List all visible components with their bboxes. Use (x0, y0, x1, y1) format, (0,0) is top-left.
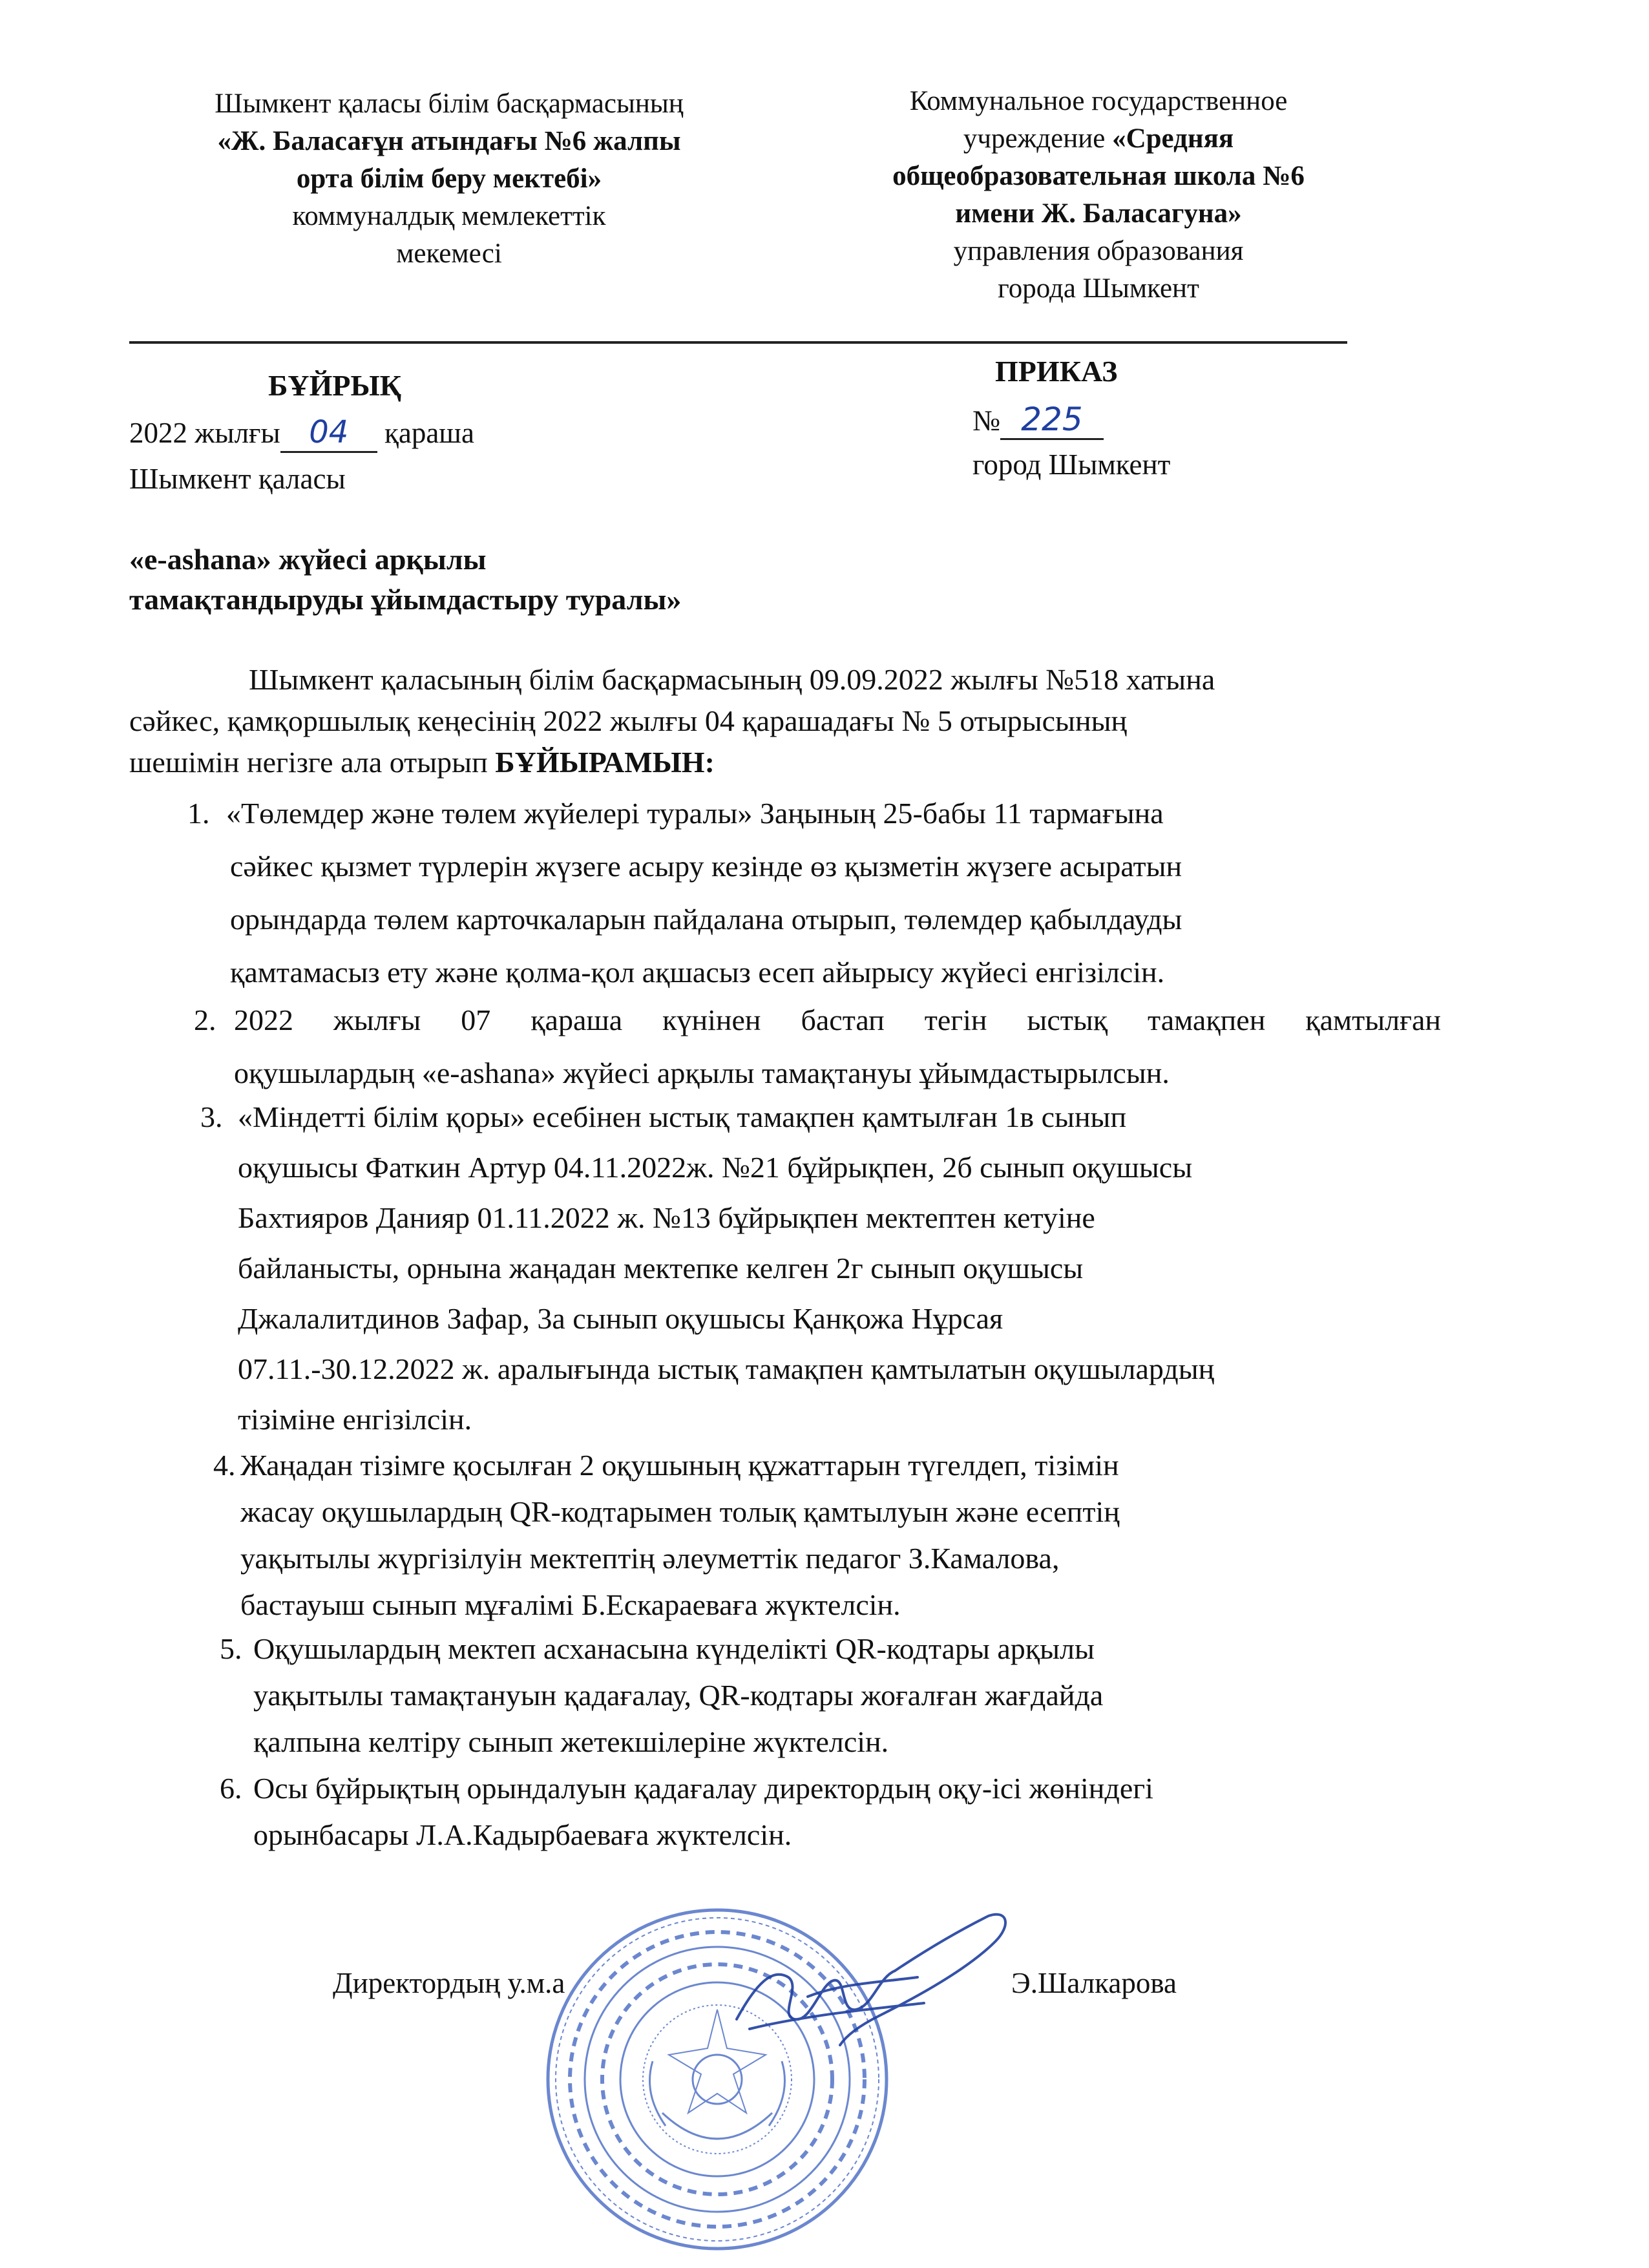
list-item-line: уақытылы жүргізілуін мектептің әлеуметтік педагог З.Камалова, (240, 1542, 1060, 1575)
list-item-number: 2. (194, 1003, 216, 1036)
header-right-line2 (814, 120, 1383, 158)
header-right-line3: общеобразовательная школа №6 (892, 161, 1305, 191)
header-right-org (814, 83, 1383, 308)
signature-scribble (711, 1906, 1021, 2055)
list-item-line: оқушысы Фаткин Артур 04.11.2022ж. №21 бұйрықпен, 2б сынып оқушысы (238, 1151, 1193, 1184)
list-item-line: Жаңадан тізімге қосылған 2 оқушының құжаттарын түгелдеп, тізімін (240, 1449, 1119, 1482)
signature-name: Э.Шалкарова (1011, 1967, 1177, 1999)
stamp-emblem-center (693, 2055, 742, 2104)
header-right-line1: Коммунальное государственное (909, 86, 1288, 116)
list-item-line: Осы бұйрықтың орындалуын қадағалау директордың оқу-ісі жөніндегі (253, 1772, 1153, 1805)
order-city-ru: город Шымкент (972, 448, 1171, 481)
header-left-line1: Шымкент қаласы білім басқармасының (215, 89, 684, 119)
list-item-line: 07.11.-30.12.2022 ж. аралығында ыстық тамақпен қамтылатын оқушылардың (238, 1352, 1215, 1385)
header-right-line4: имени Ж. Баласагуна» (955, 198, 1242, 229)
list-item-number: 3. (200, 1100, 223, 1133)
list-item-line: оқушылардың «e-ashana» жүйесі арқылы тамақтануы ұйымдастырылсын. (234, 1056, 1170, 1089)
header-right-line6: города Шымкент (998, 273, 1199, 304)
list-item-line: байланысты, орнына жаңадан мектепке келген 2г сынып оқушысы (238, 1252, 1084, 1285)
list-item-number: 6. (220, 1772, 242, 1805)
list-item-line: Оқушылардың мектеп асханасына күнделікті QR-кодтары арқылы (253, 1632, 1095, 1665)
list-item-number: 5. (220, 1632, 242, 1665)
list-item-4 (213, 1442, 1441, 1628)
preamble-command: БҰЙЫРАМЫН: (495, 746, 715, 779)
list-item-3 (200, 1092, 1467, 1445)
list-item-line: «Төлемдер және төлем жүйелері туралы» Заңының 25-бабы 11 тармағына (226, 797, 1164, 830)
header-right-line5: управления образования (953, 236, 1244, 266)
preamble-line3-plain: шешімін негізге ала отырып (129, 746, 496, 779)
list-item-line: 2022 жылғы 07 қараша күнінен бастап тегін ыстық тамақпен қамтылған (234, 1003, 1441, 1036)
preamble (129, 659, 1460, 783)
list-item-line: уақытылы тамақтануын қадағалау, QR-кодтары жоғалған жағдайда (253, 1679, 1104, 1712)
list-item-line: қамтамасыз ету және қолма-қол ақшасыз есеп айырысу жүйесі енгізілсін. (230, 956, 1165, 989)
order-subject-line1: «e-ashana» жүйесі арқылы (129, 543, 487, 576)
list-item-line: Бахтияров Данияр 01.11.2022 ж. №13 бұйрықпен мектептен кетуіне (238, 1201, 1095, 1234)
order-subject (129, 540, 681, 620)
header-left-line2: «Ж. Баласағұн атындағы №6 жалпы (217, 126, 681, 156)
list-item-line: қалпына келтіру сынып жетекшілеріне жүктелсін. (253, 1725, 889, 1758)
list-item-line: «Міндетті білім қоры» есебінен ыстық тамақпен қамтылған 1в сынып (238, 1100, 1127, 1133)
order-title-kz: БҰЙРЫҚ (268, 369, 402, 402)
order-subject-line2: тамақтандыруды ұйымдастыру туралы» (129, 583, 682, 616)
list-item-5 (220, 1626, 1447, 1765)
preamble-line2: сәйкес, қамқоршылық кеңесінің 2022 жылғы 04 қарашадағы № 5 отырысының (129, 704, 1128, 737)
list-item-line: тізіміне енгізілсін. (238, 1403, 472, 1436)
order-date-kz (129, 414, 474, 453)
order-date-prefix: 2022 жылғы (129, 417, 280, 449)
order-date-month: қараша (384, 417, 474, 449)
order-number-value: 225 (1000, 401, 1104, 440)
list-item-line: Джалалитдинов Зафар, 3а сынып оқушысы Қанқожа Нұрсая (238, 1302, 1003, 1335)
list-item-1 (187, 787, 1454, 999)
header-left-line5: мекемесі (396, 238, 502, 269)
preamble-line3 (129, 742, 1460, 783)
list-item-line: орындарда төлем карточкаларын пайдалана отырып, төлемдер қабылдауды (230, 903, 1182, 936)
list-item-line: жасау оқушылардың QR-кодтарымен толық қамтылуын және есептің (240, 1495, 1120, 1528)
order-city-kz: Шымкент қаласы (129, 463, 346, 495)
list-item-6 (220, 1765, 1447, 1858)
header-right-line2-bold: «Средняя (1112, 123, 1234, 154)
order-number (972, 401, 1104, 440)
list-item-number: 1. (187, 797, 210, 830)
header-right-line2-plain: учреждение (963, 123, 1113, 154)
order-number-prefix: № (972, 404, 1000, 437)
list-item-number: 4. (213, 1449, 236, 1482)
list-item-2 (194, 994, 1441, 1100)
header-left-org (149, 85, 750, 273)
preamble-line1: Шымкент қаласының білім басқармасының 09.09.2022 жылғы №518 хатына (249, 663, 1215, 696)
header-divider (129, 341, 1347, 344)
list-item-line: сәйкес қызмет түрлерін жүзеге асыру кезінде өз қызметін жүзеге асыратын (230, 850, 1182, 883)
stamp-emblem-wings (662, 2113, 772, 2139)
list-item-line: орынбасары Л.А.Кадырбаеваға жүктелсін. (253, 1818, 792, 1851)
signature-role: Директордың у.м.а (333, 1967, 565, 1999)
order-date-day: 04 (280, 414, 377, 453)
header-left-line3: орта білім беру мектебі» (296, 163, 602, 194)
list-item-line: бастауыш сынып мұғалімі Б.Ескараеваға жүктелсін. (240, 1588, 901, 1621)
order-title-ru: ПРИКАЗ (995, 355, 1118, 388)
header-left-line4: коммуналдық мемлекеттік (292, 201, 606, 231)
